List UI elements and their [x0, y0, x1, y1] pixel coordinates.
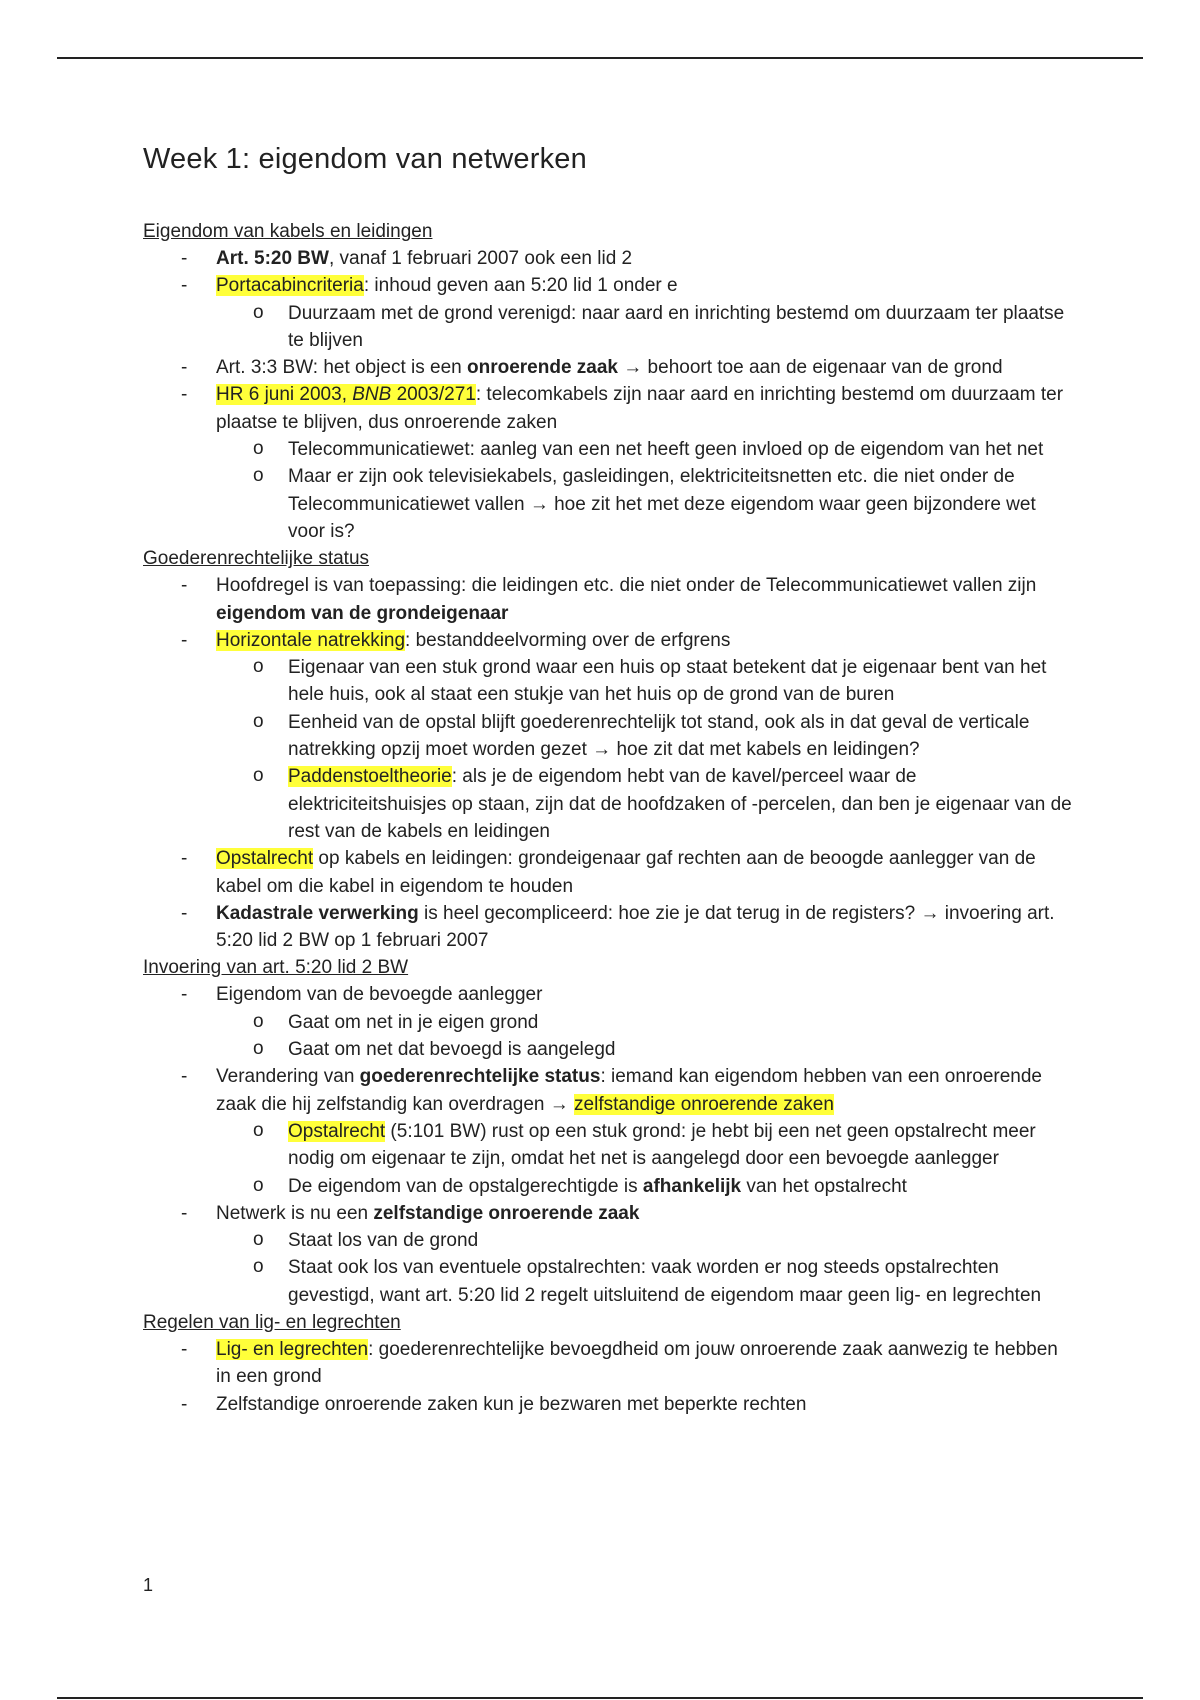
highlighted-text: zelfstandige onroerende zaken	[574, 1093, 834, 1115]
list-item	[143, 1336, 1073, 1391]
highlighted-text: Paddenstoeltheorie	[288, 766, 452, 788]
section-heading: Invoering van art. 5:20 lid 2 BW	[143, 957, 409, 979]
list-item	[143, 845, 1073, 900]
text-segment: : telecomkabels zijn naar aard en inrichting bestemd om duurzaam ter plaatse te blijven, dus onroerende zaken	[216, 384, 1064, 433]
list-item	[143, 1391, 1073, 1418]
text-segment: Verandering van	[216, 1066, 360, 1088]
sub-list-item	[143, 1036, 1073, 1063]
list-item	[143, 900, 1073, 955]
page-number: 1	[143, 1575, 154, 1595]
sub-list-item	[143, 1173, 1073, 1200]
list-item	[143, 381, 1073, 436]
bold-text: Art. 5:20 BW	[216, 248, 329, 269]
page-title: Week 1: eigendom van netwerken	[143, 143, 587, 175]
highlighted-text: Horizontale natrekking	[216, 629, 406, 651]
text-segment: → behoort toe aan de eigenaar van de grond	[618, 357, 1003, 379]
text-segment: : goederenrechtelijke bevoegdheid om jouw onroerende zaak aanwezig te hebben in een grond	[216, 1338, 1058, 1388]
bottom-rule	[57, 1697, 1143, 1699]
list-item	[143, 981, 1073, 1008]
sub-list-item	[143, 1254, 1073, 1309]
bold-text: Kadastrale verwerking	[216, 902, 419, 924]
text-segment: is heel gecompliceerd: hoe zie je dat terug in de registers? → invoering art. 5:20 lid 2 BW op 1 februari 2007	[216, 902, 1055, 952]
text-segment: Duurzaam met de grond verenigd: naar aard en inrichting bestemd om duurzaam ter plaatse te blijven	[288, 302, 1065, 351]
text-segment: op kabels en leidingen: grondeigenaar gaf rechten aan de beoogde aanlegger van de kabel om die kabel in eigendom te houden	[216, 848, 1036, 897]
highlighted-text: Portacabincriteria	[216, 275, 364, 297]
list-item	[143, 245, 1073, 272]
text-segment: : inhoud geven aan 5:20 lid 1 onder e	[363, 275, 678, 297]
list-item	[143, 354, 1073, 381]
bold-text: afhankelijk	[642, 1175, 742, 1197]
bold-text: zelfstandige onroerende zaak	[373, 1202, 640, 1224]
text-segment: Staat los van de grond	[288, 1230, 479, 1252]
text-segment: De eigendom van de opstalgerechtigde is	[288, 1175, 643, 1197]
highlighted-text: Lig- en legrechten	[216, 1338, 369, 1360]
list-item	[143, 1200, 1073, 1227]
text-segment: Gaat om net in je eigen grond	[288, 1011, 539, 1033]
highlighted-text: 2003/271	[391, 384, 476, 406]
text-segment: Eenheid van de opstal blijft goederenrechtelijk tot stand, ook als in dat geval de verticale natrekking opzij moet worden gezet → hoe zit dat met kabels en leidingen?	[288, 711, 1030, 761]
text-segment: Gaat om net dat bevoegd is aangelegd	[288, 1039, 616, 1061]
text-segment: Telecommunicatiewet: aanleg van een net heeft geen invloed op de eigendom van het net	[288, 439, 1044, 461]
sub-list-item	[143, 300, 1073, 355]
bullet-list	[143, 981, 1073, 1309]
text-segment: Hoofdregel is van toepassing: die leidingen etc. die niet onder de Telecommunicatiewet vallen zijn	[216, 575, 1037, 597]
text-segment: van het opstalrecht	[741, 1175, 907, 1197]
section-heading: Eigendom van kabels en leidingen	[143, 221, 433, 242]
section-heading: Regelen van lig- en legrechten	[143, 1311, 401, 1333]
highlighted-text: Opstalrecht	[288, 1120, 386, 1142]
sub-list-item	[143, 1118, 1073, 1173]
document-body	[143, 143, 1073, 1418]
text-segment: Zelfstandige onroerende zaken kun je bezwaren met beperkte rechten	[216, 1393, 807, 1415]
bold-text: eigendom van de grondeigenaar	[216, 602, 509, 624]
text-segment: (5:101 BW) rust op een stuk grond: je hebt bij een net geen opstalrecht meer nodig om eigenaar te zijn, omdat het net is aangelegd door een bevoegde aanlegger	[288, 1120, 1036, 1170]
sub-list-item	[143, 654, 1073, 709]
text-segment: Staat ook los van eventuele opstalrechten: vaak worden er nog steeds opstalrechten gevestigd, want art. 5:20 lid 2 regelt uitsluitend de eigendom maar geen lig- en legrechten	[288, 1257, 1042, 1306]
sub-list-item	[143, 709, 1073, 764]
sub-list-item	[143, 1227, 1073, 1254]
bullet-list	[143, 245, 1073, 545]
text-segment: Art. 3:3 BW: het object is een	[216, 357, 467, 379]
bullet-list	[143, 572, 1073, 954]
sub-list-item	[143, 1009, 1073, 1036]
text-segment: Maar er zijn ook televisiekabels, gasleidingen, elektriciteitsnetten etc. die niet onder de Telecommunicatiewet vallen → hoe zit het met deze eigendom waar geen bijzondere wet voor is?	[288, 466, 1036, 542]
text-segment: : iemand kan eigendom hebben van een onroerende zaak die hij zelfstandig kan overdragen →	[216, 1066, 1042, 1115]
text-segment: Eigenaar van een stuk grond waar een huis op staat betekent dat je eigenaar bent van het hele huis, ook al staat een stukje van het huis op de grond van de buren	[288, 657, 1047, 706]
highlighted-text: HR 6 juni 2003,	[216, 384, 353, 406]
bullet-list	[143, 1336, 1073, 1418]
section-heading: Goederenrechtelijke status	[143, 548, 370, 570]
text-segment: : als je de eigendom hebt van de kavel/perceel waar de elektriciteitshuisjes op staan, zijn dat de hoofdzaken of -percelen, dan ben je eigenaar van de rest van de kabels en leidingen	[288, 766, 1072, 842]
text-segment: Eigendom van de bevoegde aanlegger	[216, 984, 543, 1006]
list-item	[143, 1063, 1073, 1118]
list-item	[143, 272, 1073, 299]
highlighted-text: Opstalrecht	[216, 848, 314, 870]
sub-list-item	[143, 436, 1073, 463]
list-item	[143, 572, 1073, 627]
text-segment: , vanaf 1 februari 2007 ook een lid 2	[328, 248, 633, 269]
sub-list-item	[143, 463, 1073, 545]
bold-text: onroerende zaak	[467, 357, 618, 379]
highlighted-text: BNB	[352, 384, 392, 406]
text-segment: : bestanddeelvorming over de erfgrens	[405, 629, 731, 651]
sections-container	[143, 218, 1073, 1418]
text-segment: Netwerk is nu een	[216, 1202, 374, 1224]
bold-text: goederenrechtelijke status	[359, 1066, 601, 1088]
top-rule	[57, 57, 1143, 59]
sub-list-item	[143, 763, 1073, 845]
list-item	[143, 627, 1073, 654]
